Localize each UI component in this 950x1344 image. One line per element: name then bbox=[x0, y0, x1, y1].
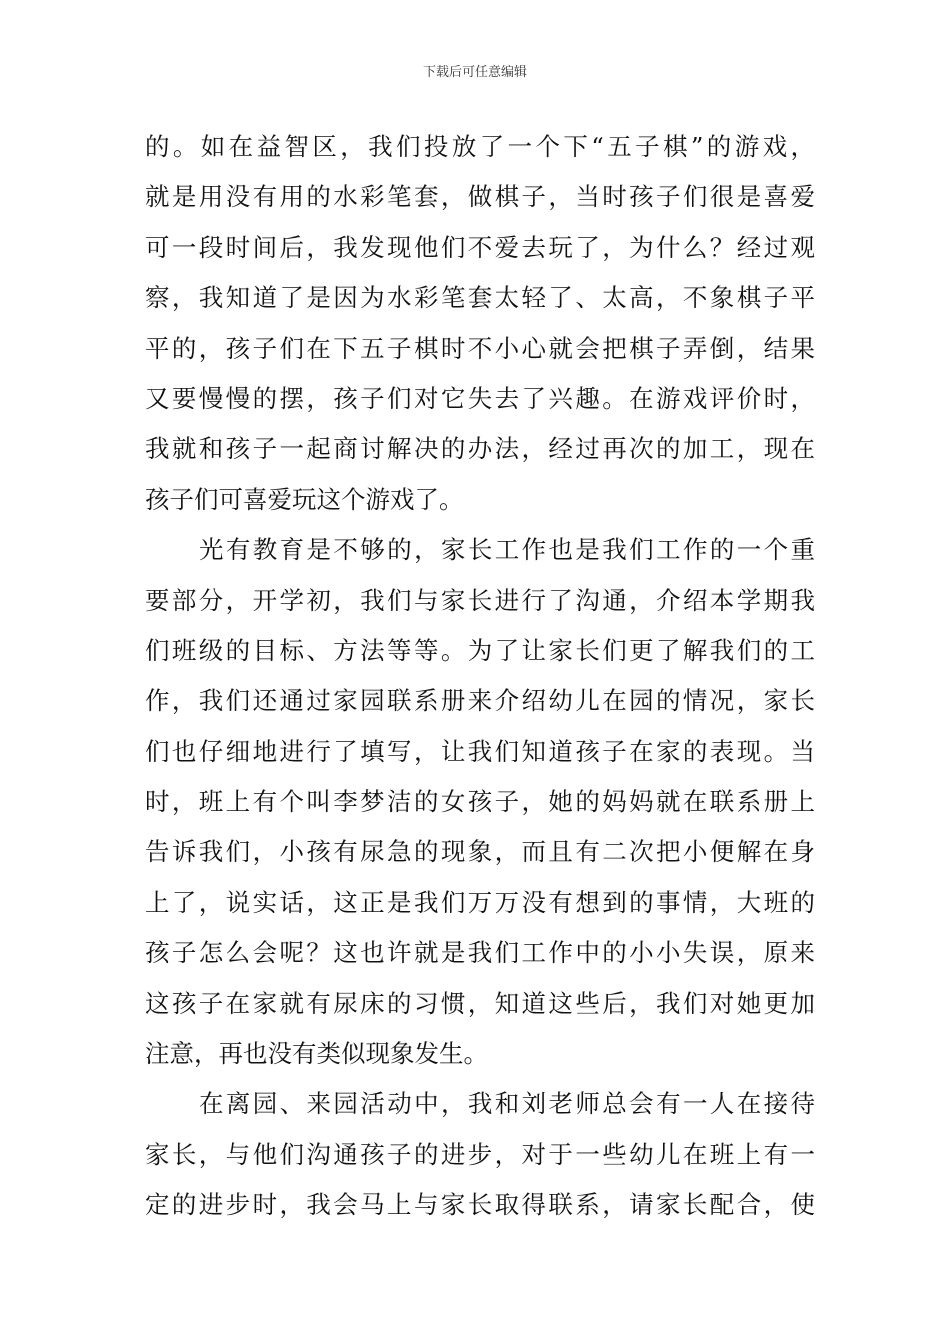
text-line: 们班级的目标、方法等等。为了让家长们更了解我们的工 bbox=[145, 635, 815, 665]
text-line: 作，我们还通过家园联系册来介绍幼儿在园的情况，家长 bbox=[145, 686, 815, 716]
text-line: 要部分，开学初，我们与家长进行了沟通，介绍本学期我 bbox=[145, 585, 815, 615]
text-line: 察，我知道了是因为水彩笔套太轻了、太高，不象棋子平 bbox=[145, 283, 815, 313]
text-line: 可一段时间后，我发现他们不爱去玩了，为什么？经过观 bbox=[145, 232, 815, 262]
paragraph bbox=[145, 525, 815, 1079]
text-line: 孩子们可喜爱玩这个游戏了。 bbox=[145, 484, 464, 514]
text-line: 我就和孩子一起商讨解决的办法，经过再次的加工，现在 bbox=[145, 434, 815, 464]
paragraph bbox=[145, 122, 815, 525]
text-line: 光有教育是不够的，家长工作也是我们工作的一个重 bbox=[199, 535, 815, 565]
text-line: 孩子怎么会呢？这也许就是我们工作中的小小失误，原来 bbox=[145, 938, 815, 968]
text-line: 在离园、来园活动中，我和刘老师总会有一人在接待 bbox=[199, 1089, 815, 1119]
text-line: 这孩子在家就有尿床的习惯，知道这些后，我们对她更加 bbox=[145, 988, 815, 1018]
text-line: 上了，说实话，这正是我们万万没有想到的事情，大班的 bbox=[145, 887, 815, 917]
text-line: 平的，孩子们在下五子棋时不小心就会把棋子弄倒，结果 bbox=[145, 333, 815, 363]
paragraph bbox=[145, 1079, 815, 1230]
text-line: 又要慢慢的摆，孩子们对它失去了兴趣。在游戏评价时， bbox=[145, 383, 815, 413]
text-line: 时，班上有个叫李梦洁的女孩子，她的妈妈就在联系册上 bbox=[145, 787, 815, 817]
text-line: 定的进步时，我会马上与家长取得联系，请家长配合，使 bbox=[145, 1190, 815, 1220]
text-line: 们也仔细地进行了填写，让我们知道孩子在家的表现。当 bbox=[145, 736, 815, 766]
text-line: 注意，再也没有类似现象发生。 bbox=[145, 1039, 488, 1069]
document-body bbox=[145, 122, 815, 1231]
page-header: 下载后可任意编辑 bbox=[422, 65, 527, 80]
text-line: 告诉我们，小孩有尿急的现象，而且有二次把小便解在身 bbox=[145, 837, 815, 867]
text-line: 就是用没有用的水彩笔套，做棋子，当时孩子们很是喜爱 bbox=[145, 182, 815, 212]
text-line: 的。如在益智区，我们投放了一个下“五子棋”的游戏， bbox=[145, 132, 815, 161]
text-line: 家长，与他们沟通孩子的进步，对于一些幼儿在班上有一 bbox=[145, 1139, 815, 1169]
